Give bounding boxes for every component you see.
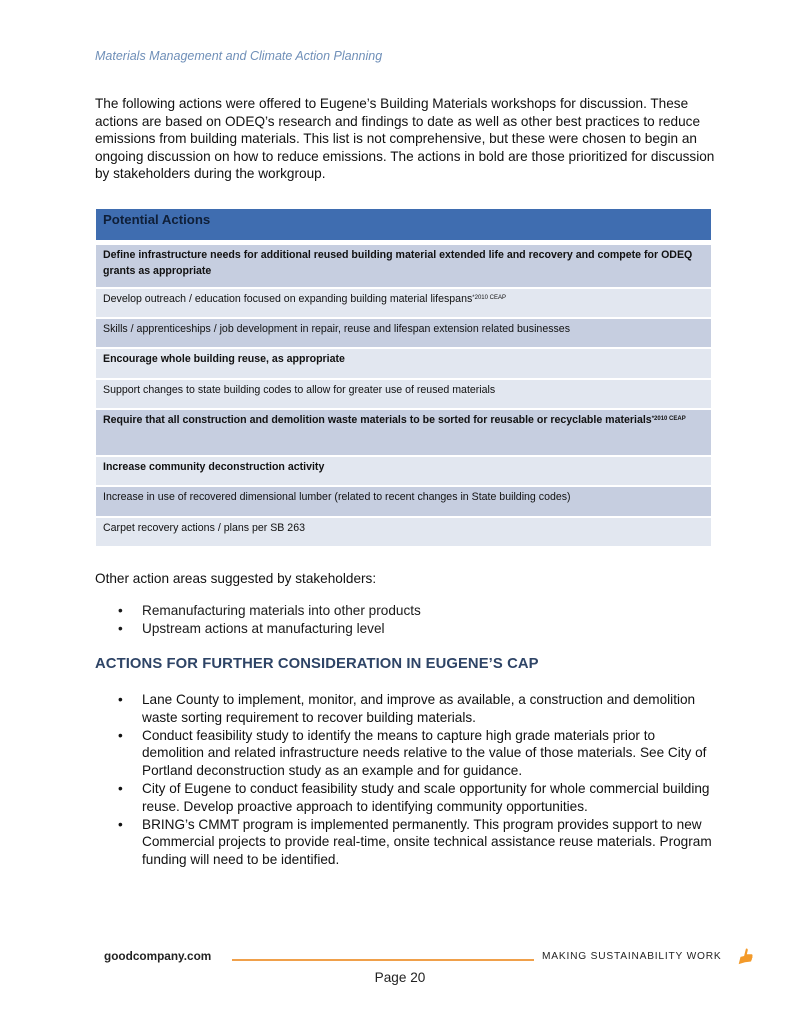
list-item-text: BRING’s CMMT program is implemented permanently. This program provides support to new Commercial projects to provide real-time, onsite technical assistance reuse materials. Program funding will need to be identified.: [142, 816, 712, 868]
bullet-icon: •: [118, 727, 123, 743]
potential-actions-table: [96, 209, 711, 548]
bullet-icon: •: [118, 603, 123, 618]
table-row: [96, 245, 711, 289]
bullet-icon: •: [118, 620, 123, 636]
other-actions-list: [95, 602, 421, 637]
table-row: [96, 457, 711, 487]
list-item-text: Remanufacturing materials into other products: [142, 603, 421, 618]
thumbs-up-icon: [736, 947, 754, 965]
row-text: Skills / apprenticeships / job development in repair, reuse and lifespan extension related businesses: [103, 323, 570, 335]
table-row: [96, 410, 711, 457]
list-item-text: Upstream actions at manufacturing level: [142, 620, 385, 636]
table-header: Potential Actions: [96, 209, 711, 240]
other-actions-label: Other action areas suggested by stakeholders:: [95, 571, 377, 586]
table-row: [96, 380, 711, 410]
page-number: Page 20: [374, 970, 426, 985]
table-body: [96, 245, 711, 548]
table-row: [96, 349, 711, 380]
row-text: Support changes to state building codes to allow for greater use of reused materials: [103, 384, 496, 396]
running-header: Materials Management and Climate Action Planning: [95, 49, 383, 63]
row-text: Encourage whole building reuse, as appropriate: [103, 353, 345, 365]
table-row: [96, 487, 711, 518]
list-item: [95, 816, 715, 869]
row-text: Develop outreach / education focused on expanding building material lifespans: [103, 293, 473, 305]
row-text: Increase in use of recovered dimensional lumber (related to recent changes in State building codes): [103, 491, 571, 503]
bullet-icon: •: [118, 816, 123, 832]
list-item: [95, 691, 715, 727]
row-text: Increase community deconstruction activity: [103, 461, 325, 473]
table-row: [96, 518, 711, 548]
list-item: [95, 620, 421, 638]
footer-site-link[interactable]: goodcompany.com: [104, 949, 212, 963]
further-actions-list: [95, 691, 715, 869]
footer-tagline: MAKING SUSTAINABILITY WORK: [542, 951, 722, 962]
table-row: [96, 289, 711, 319]
table-row: [96, 319, 711, 349]
list-item: [95, 602, 421, 620]
citation-superscript: *2010 CEAP: [472, 295, 506, 301]
list-item: [95, 727, 715, 780]
bullet-icon: •: [118, 692, 123, 707]
intro-paragraph: The following actions were offered to Eugene’s Building Materials workshops for discussion. These actions are based on ODEQ’s research and findings to date as well as other best practices to reduce emissions from building materials. This list is not comprehensive, but these were chosen to begin an ongoing discussion on how to reduce emissions. The actions in bold are those prioritized for discussion by stakeholders during the workgroup.: [95, 96, 715, 182]
citation-superscript: *2010 CEAP: [651, 416, 686, 422]
row-text: Carpet recovery actions / plans per SB 263: [103, 522, 305, 534]
list-item-text: Lane County to implement, monitor, and improve as available, a construction and demolition waste sorting requirement to recover building materials.: [142, 692, 696, 725]
section-heading: ACTIONS FOR FURTHER CONSIDERATION IN EUGENE’S CAP: [95, 656, 539, 672]
list-item-text: Conduct feasibility study to identify the means to capture high grade materials prior to demolition and related infrastructure needs relative to the value of those materials. See City of Portland deconstruction study as an example and for guidance.: [142, 727, 707, 779]
page-footer: [104, 949, 754, 969]
row-text: Require that all construction and demolition waste materials to be sorted for reusable or recyclable materials: [103, 414, 652, 426]
row-text: Define infrastructure needs for additional reused building material extended life and recovery and compete for ODEQ grants as appropriate: [103, 249, 693, 277]
list-item: [95, 780, 715, 816]
list-item-text: City of Eugene to conduct feasibility study and scale opportunity for whole commercial building reuse. Develop proactive approach to identifying community opportunities.: [142, 780, 710, 814]
footer-divider: [232, 959, 534, 961]
bullet-icon: •: [118, 780, 123, 796]
